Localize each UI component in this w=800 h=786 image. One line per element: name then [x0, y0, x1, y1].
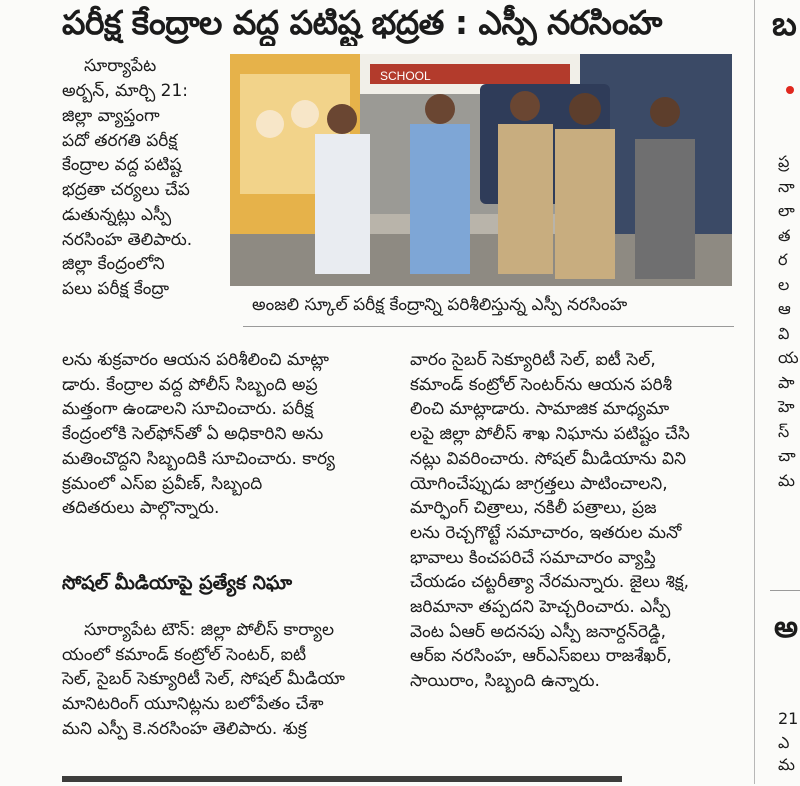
fragment: ల [778, 274, 790, 294]
line: లను శుక్రవారం ఆయన పరిశీలించి మాట్లా [62, 350, 329, 370]
line: మానిటరింగ్ యూనిట్లను బలోపేతం చేశా [62, 694, 324, 715]
line: యోగించేప్పుడు జాగ్రత్తలు పాటించాలని, [410, 473, 668, 494]
line: డారు. కేంద్రాల వద్ద పోలీస్ సిబ్బంది అప్ర [62, 374, 318, 395]
fragment: హె [778, 397, 795, 416]
dateline-date: అర్బన్, మార్చి 21: [62, 80, 188, 101]
fragment: నా [778, 176, 795, 196]
line: సెల్, సైబర్ సెక్యూరిటీ సెల్, సోషల్ మీడియా [62, 669, 345, 690]
column-1 [62, 348, 407, 521]
next-body-fragments [778, 150, 799, 493]
line: వెంట ఏఆర్ అదనపు ఎస్పీ జనార్దన్‌రెడ్డి, [410, 621, 667, 642]
line: లించి మాట్లాడారు. సామాజిక మాధ్యమా [410, 399, 670, 420]
photo-caption: అంజలి స్కూల్ పరీక్ష కేంద్రాన్ని పరిశీలిస్తున్న ఎస్పీ నరసింహ [252, 295, 628, 315]
caption-rule [243, 326, 734, 327]
photo-illustration [230, 54, 732, 286]
line: డుతున్నట్లు ఎస్పీ [62, 204, 172, 225]
line: మార్ఫింగ్ చిత్రాలు, నకిలీ పత్రాలు, ప్రజ [410, 498, 657, 519]
next-headline-cutoff [62, 764, 752, 786]
line: కమాండ్ కంట్రోల్ సెంటర్‌ను ఆయన పరిశీ [410, 374, 672, 395]
column-2 [410, 348, 744, 694]
line: చేయడం చట్టరీత్యా నేరమన్నారు. జైలు శిక్ష, [410, 572, 690, 593]
line: యంలో కమాండ్ కంట్రోల్ సెంటర్, ఐటీ [62, 644, 307, 665]
next-tail-fragment: ఎ [778, 733, 790, 752]
school-sign-text: SCHOOL [380, 69, 431, 83]
next-date-fragment: 21 [778, 709, 799, 728]
fragment: లా [778, 201, 795, 220]
line: పదో తరగతి పరీక్ష [62, 130, 178, 151]
dateline-place: సూర్యాపేట [84, 56, 157, 76]
line: కేంద్రంలోకి సెల్‌ఫోన్‌తో ఏ అధికారిని అను [62, 424, 324, 445]
news-photo [230, 54, 732, 286]
line: నరసింహ తెలిపారు. [62, 229, 193, 250]
line: వారం సైబర్ సెక్యూరిటీ సెల్, ఐటీ సెల్, [410, 350, 656, 370]
line: భద్రతా చర్యలు చేప [62, 180, 190, 201]
line: పలు పరీక్ష కేంద్రా [62, 278, 170, 299]
next-section-rule [770, 590, 800, 591]
fragment: ర [778, 250, 788, 269]
fragment: వి [778, 323, 790, 343]
column-1-bottom [62, 618, 407, 742]
column-1-top [62, 104, 212, 302]
line: లపై జిల్లా పోలీస్ శాఖ నిఘాను పటిష్టం చేసి [410, 424, 690, 445]
line: కేంద్రాల వద్ద పటిష్ట [62, 155, 182, 176]
red-bullet [786, 86, 794, 94]
next-headline-fragment: బ [772, 4, 797, 43]
line: జరిమానా తప్పదని హెచ్చరించారు. ఎస్పీ [410, 597, 671, 618]
line: తదితరులు పాల్గొన్నారు. [62, 498, 220, 519]
next-subhead-fragment: అ [774, 610, 798, 645]
line: నట్లు వివరించారు. సోషల్ మీడియాను విని [410, 448, 687, 469]
fragment: త [778, 225, 791, 245]
line: భావాలు కించపరిచే సమాచారం వ్యాప్తి [410, 547, 656, 568]
line: జిల్లా వ్యాప్తంగా [62, 106, 160, 126]
line: మతించొద్దని సిబ్బందికి సూచించారు. కార్య [62, 448, 335, 469]
column-divider [754, 0, 755, 784]
line: జిల్లా కేంద్రంలోని [62, 254, 165, 275]
fragment: చా [778, 446, 796, 465]
next-article-fragment [770, 0, 800, 784]
fragment: మ [778, 470, 795, 490]
subheading: సోషల్ మీడియాపై ప్రత్యేక నిఘా [62, 572, 293, 594]
line: క్రమంలో ఎస్ఐ ప్రవీణ్, సిబ్బంది [62, 473, 263, 494]
fragment: పా [778, 372, 795, 392]
line: మత్తంగా ఉండాలని సూచించారు. పరీక్ష [62, 399, 314, 420]
line: సాయిరాం, సిబ్బంది ఉన్నారు. [410, 671, 600, 692]
line: సూర్యాపేట టౌన్: జిల్లా పోలీస్ కార్యాల [84, 620, 334, 640]
fragment: ఆ [778, 299, 791, 318]
fragment: స్ [778, 421, 790, 441]
dateline [62, 54, 212, 103]
line: లను రెచ్చగొట్టే సమాచారం, ఇతరుల మనో [410, 522, 682, 543]
line: మని ఎస్పీ కె.నరసింహ తెలిపారు. శుక్ర [62, 718, 307, 739]
headline: పరీక్ష కేంద్రాల వద్ద పటిష్ట భద్రత : ఎస్పీ నరసింహ [62, 3, 662, 42]
line: ఆర్ఐ నరసింహ, ఆర్ఎస్ఐలు రాజశేఖర్, [410, 646, 672, 667]
fragment: య [778, 348, 799, 367]
fragment: ప్ర [778, 152, 790, 171]
next-tail-fragment: మ [778, 755, 795, 774]
